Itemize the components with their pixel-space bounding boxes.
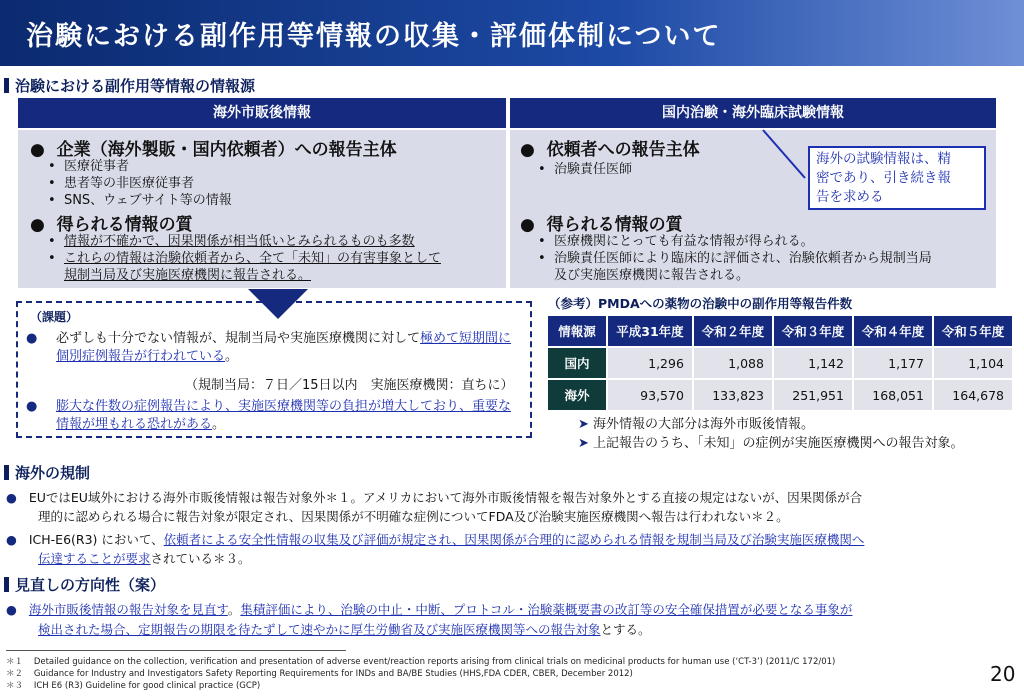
table-header-row <box>548 316 1012 346</box>
list-item: • 医療機関にとっても有益な情報が得られる。 <box>538 234 814 249</box>
overseas-paragraph-1: ● EUではEU域外における海外市販後情報は報告対象外＊１。アメリカにおいて海外市販後情報を報告対象外とする直接の規定はないが、因果関係が合 理的に認められる場合に報告対象が限定され、因果関係が不明確な症例についてFDA及び治験実施医療機関へ報告は行われない＊２。 <box>6 490 863 524</box>
callout-line: 海外の試験情報は、精 <box>816 151 951 167</box>
column-header: 平成31年度 <box>608 316 692 346</box>
section-heading-overseas: 海外の規制 <box>4 462 90 483</box>
direction-paragraph: ● 海外市販後情報の報告対象を見直す。集積評価により、治験の中止・中断、プロトコル・治験薬概要書の改訂等の安全確保措置が必要となる事象が 検出された場合、定期報告の期限を待たずして速やかに厚生労働省及び実施医療機関等への報告対象とする。 <box>6 602 853 637</box>
table-cell: 1,142 <box>774 348 852 378</box>
callout-box <box>808 146 986 210</box>
section-heading-sources: 治験における副作用等情報の情報源 <box>4 75 255 96</box>
callout-line: 密であり、引き続き報 <box>816 170 951 186</box>
issue-label: （課題） <box>30 310 79 324</box>
reference-heading: （参考）PMDAへの薬物の治験中の副作用等報告件数 <box>548 296 853 311</box>
list-item: • 治験責任医師により臨床的に評価され、治験依頼者から規制当局 <box>538 251 932 266</box>
left-bullet-reporter: ● 企業（海外製販・国内依頼者）への報告主体 <box>30 140 397 160</box>
list-item: • 患者等の非医療従事者 <box>48 176 194 191</box>
page-number: 20 <box>990 662 1016 686</box>
reference-notes <box>578 415 964 453</box>
section-heading-direction: 見直しの方向性（案） <box>4 574 165 595</box>
list-item: • 治験責任医師 <box>538 162 632 177</box>
footnote: ＊２ Guidance for Industry and Investigators Safety Reporting Requirements for INDs and BA/BE Studies (HHS,FDA CDER, CBER, December 2012) <box>6 669 633 679</box>
left-bullet-quality: ● 得られる情報の質 <box>30 215 193 235</box>
footnotes <box>6 656 835 692</box>
list-item: • SNS、ウェブサイト等の情報 <box>48 193 232 208</box>
list-item: 及び実施医療機関に報告される。 <box>554 268 750 283</box>
row-header: 海外 <box>548 380 606 410</box>
footnote: ＊１ Detailed guidance on the collection, verification and presentation of adverse event/reaction reports arising from clinical trials on medicinal products for human use (‘CT-3’) (2011/C 172/01) <box>6 657 836 667</box>
issue-item-1: ● 必ずしも十分でない情報が、規制当局や実施医療機関に対して極めて短期間に個別症例報告が行われている。 <box>26 331 512 364</box>
column-header: 令和２年度 <box>694 316 772 346</box>
table-cell: 1,104 <box>934 348 1012 378</box>
left-sub-list-2 <box>48 233 441 284</box>
callout-pointer <box>755 128 815 188</box>
table-row <box>548 380 1012 410</box>
footnote: ＊３ ICH E6 (R3) Guideline for good clinical practice (GCP) <box>6 681 261 691</box>
list-item: 規制当局及び実施医療機関に報告される。 <box>64 268 312 283</box>
list-item: • 医療従事者 <box>48 159 129 174</box>
table-cell: 1,088 <box>694 348 772 378</box>
issue-item-2: ● 膨大な件数の症例報告により、実施医療機関等の負担が増大しており、重要な情報が埋もれる恐れがある。 <box>26 399 512 432</box>
callout-line: 告を求める <box>816 189 884 205</box>
list-item: • 情報が不確かで、因果関係が相当低いとみられるものも多数 <box>48 234 415 249</box>
column-header: 令和４年度 <box>854 316 932 346</box>
overseas-paragraph-2: ● ICH-E6(R3) において、依頼者による安全性情報の収集及び評価が規定され、因果関係が合理的に認められる情報を規制当局及び治験実施医療機関へ 伝達することが要求されている＊３。 <box>6 532 865 566</box>
list-item: ➤ 海外情報の大部分は海外市販後情報。 <box>578 417 815 432</box>
right-bullet-reporter: ● 依頼者への報告主体 <box>520 140 700 160</box>
left-column-header: 海外市販後情報 <box>18 98 506 128</box>
table-cell: 93,570 <box>608 380 692 410</box>
table-corner: 情報源 <box>548 316 606 346</box>
row-header: 国内 <box>548 348 606 378</box>
footnote-divider <box>6 650 346 651</box>
right-column-header: 国内治験・海外臨床試験情報 <box>510 98 996 128</box>
table-cell: 1,177 <box>854 348 932 378</box>
issue-note: （規制当局：７日／15日以内 実施医療機関：直ちに） <box>185 378 514 393</box>
report-count-table <box>546 314 1014 412</box>
table-cell: 168,051 <box>854 380 932 410</box>
column-header: 令和５年度 <box>934 316 1012 346</box>
table-row <box>548 348 1012 378</box>
list-item: • これらの情報は治験依頼者から、全て「未知」の有害事象として <box>48 251 441 266</box>
table-cell: 133,823 <box>694 380 772 410</box>
right-bullet-quality: ● 得られる情報の質 <box>520 215 683 235</box>
table-cell: 164,678 <box>934 380 1012 410</box>
list-item: ➤ 上記報告のうち、「未知」の症例が実施医療機関への報告対象。 <box>578 436 964 451</box>
right-sub-list-2 <box>538 233 932 284</box>
left-sub-list-1 <box>48 158 232 209</box>
table-cell: 1,296 <box>608 348 692 378</box>
column-header: 令和３年度 <box>774 316 852 346</box>
table-cell: 251,951 <box>774 380 852 410</box>
page-title: 治験における副作用等情報の収集・評価体制について <box>26 21 722 52</box>
